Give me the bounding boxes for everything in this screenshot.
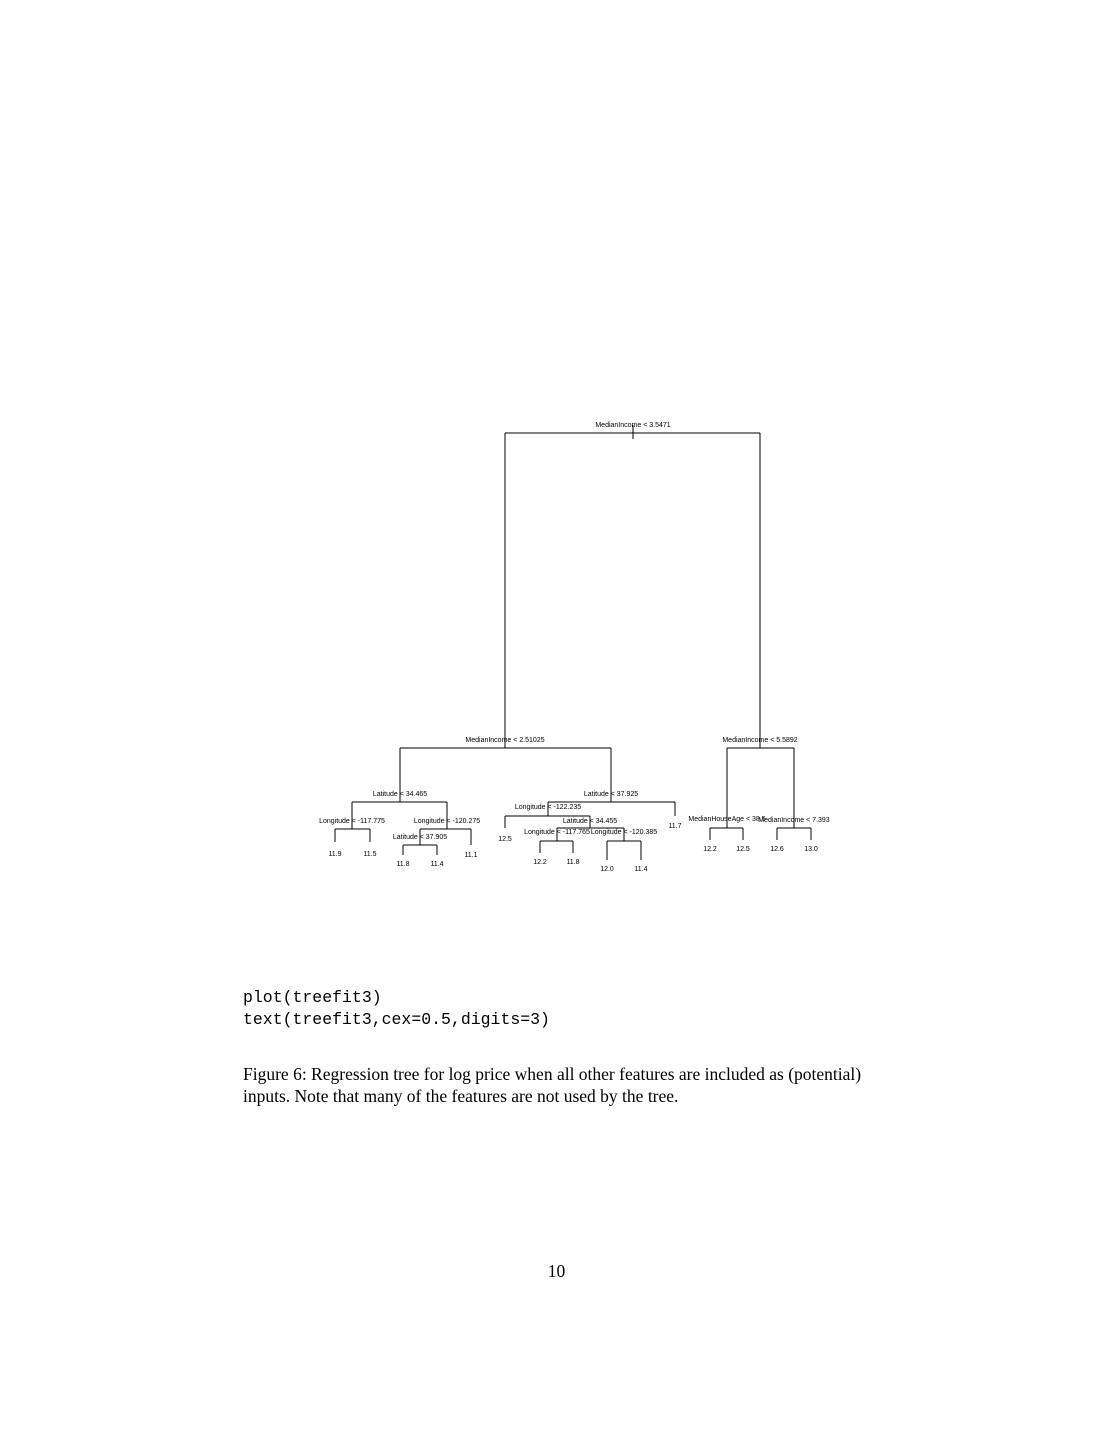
split-label: MedianIncome < 2.51025	[465, 737, 545, 744]
split-label: Longitude < -122.235	[514, 804, 582, 811]
leaf-value: 11.4	[430, 861, 444, 868]
leaf-value: 12.2	[533, 859, 547, 866]
code-line-plot: plot(treefit3)	[243, 988, 382, 1007]
leaf-value: 11.5	[363, 851, 377, 858]
code-line-text: text(treefit3,cex=0.5,digits=3)	[243, 1010, 550, 1029]
leaf-value: 12.0	[600, 866, 614, 873]
leaf-value: 11.7	[668, 823, 682, 830]
split-label: Longitude < -117.765	[524, 829, 590, 836]
split-label: MedianIncome < 5.5892	[722, 737, 798, 744]
leaf-value: 11.8	[396, 861, 410, 868]
leaf-value: 11.9	[328, 851, 342, 858]
split-label: MedianHouseAge < 38.5	[688, 816, 766, 823]
leaf-value: 11.4	[634, 866, 648, 873]
split-label: Longitude < -120.275	[413, 818, 481, 825]
figure-caption: Figure 6: Regression tree for log price when all other features are included as (potential) inputs. Note that many of the features are not used by the tree.	[243, 1064, 862, 1106]
leaf-value: 11.8	[566, 859, 580, 866]
split-label: Latitude < 34.465	[372, 791, 428, 798]
leaf-value: 13.0	[804, 846, 818, 853]
split-label: Latitude < 37.925	[583, 791, 639, 798]
tree-labels	[319, 422, 830, 873]
split-label: MedianIncome < 3.5471	[595, 422, 671, 429]
leaf-value: 12.5	[736, 846, 750, 853]
split-label: MedianIncome < 7.393	[758, 817, 830, 824]
leaf-value: 12.6	[770, 846, 784, 853]
page-number: 10	[547, 1261, 566, 1281]
split-label: Longitude < -120.385	[590, 829, 658, 836]
leaf-value: 12.5	[498, 836, 512, 843]
leaf-value: 11.1	[464, 852, 478, 859]
split-label: Longitude < -117.775	[319, 818, 385, 825]
split-label: Latitude < 34.455	[562, 818, 618, 825]
split-label: Latitude < 37.905	[392, 834, 448, 841]
leaf-value: 12.2	[703, 846, 717, 853]
